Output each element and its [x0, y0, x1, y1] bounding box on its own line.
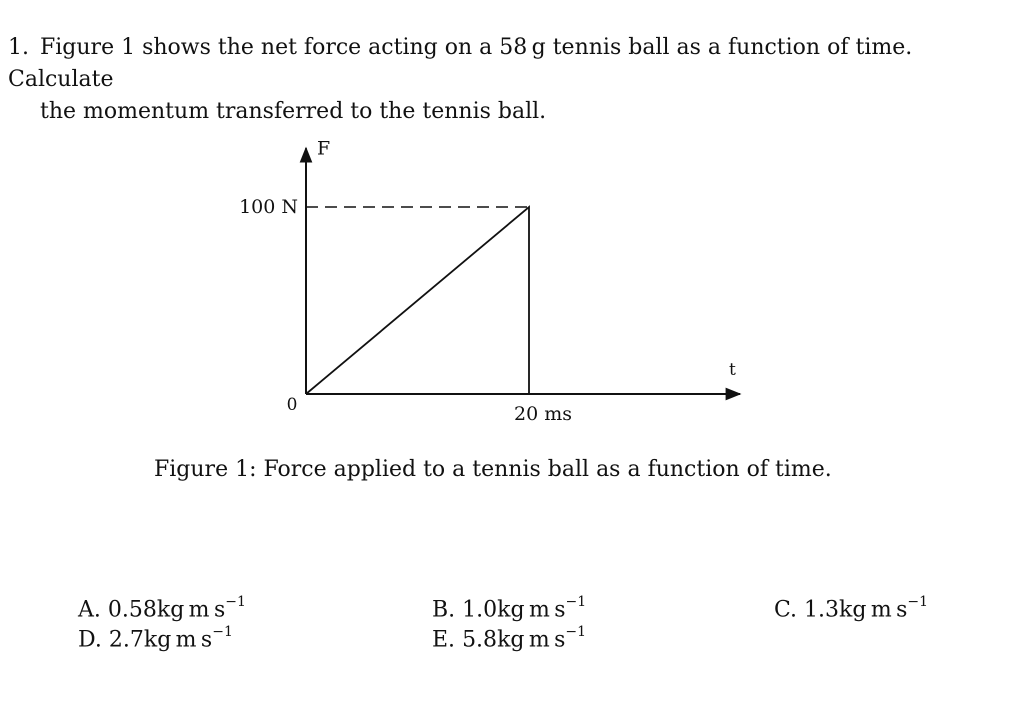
- force-series-line: [306, 207, 529, 394]
- option-c[interactable]: [774, 590, 928, 624]
- option-e[interactable]: [432, 620, 586, 654]
- option-e-value: 5.8: [462, 627, 498, 653]
- option-c-value: 1.3: [804, 597, 840, 623]
- option-a-letter: A.: [78, 597, 101, 623]
- y-tick-label-100N: 100 N: [239, 196, 298, 218]
- option-e-letter: E.: [432, 627, 456, 653]
- option-c-letter: C.: [774, 597, 798, 623]
- option-b-exp: −1: [565, 594, 587, 610]
- option-a-unit: kg m s: [156, 597, 226, 623]
- option-d[interactable]: [78, 620, 233, 654]
- y-axis-label: F: [317, 137, 331, 160]
- question-number: 1.: [8, 35, 29, 60]
- figure-caption: Figure 1: Force applied to a tennis ball as a function of time.: [154, 457, 832, 482]
- question-stem-1: Figure 1 shows the net force acting on a 58 g tennis ball as a function of time. Calculate: [8, 35, 913, 92]
- option-a-value: 0.58: [107, 597, 157, 623]
- option-d-exp: −1: [212, 624, 233, 640]
- option-c-exp: −1: [907, 594, 929, 610]
- x-tick-label-20ms: 20 ms: [514, 403, 572, 425]
- option-b-unit: kg m s: [497, 597, 566, 623]
- question-line-2: the momentum transferred to the tennis ball.: [40, 99, 547, 124]
- option-d-value: 2.7: [108, 627, 144, 653]
- option-c-unit: kg m s: [839, 597, 908, 623]
- option-b-value: 1.0: [462, 597, 498, 623]
- option-b-letter: B.: [432, 597, 456, 623]
- option-e-unit: kg m s: [497, 627, 566, 653]
- origin-label: 0: [286, 395, 298, 415]
- option-d-letter: D.: [78, 627, 102, 653]
- x-axis-label: t: [729, 360, 736, 380]
- option-a-exp: −1: [225, 594, 246, 610]
- option-e-exp: −1: [565, 624, 587, 640]
- option-d-unit: kg m s: [143, 627, 213, 653]
